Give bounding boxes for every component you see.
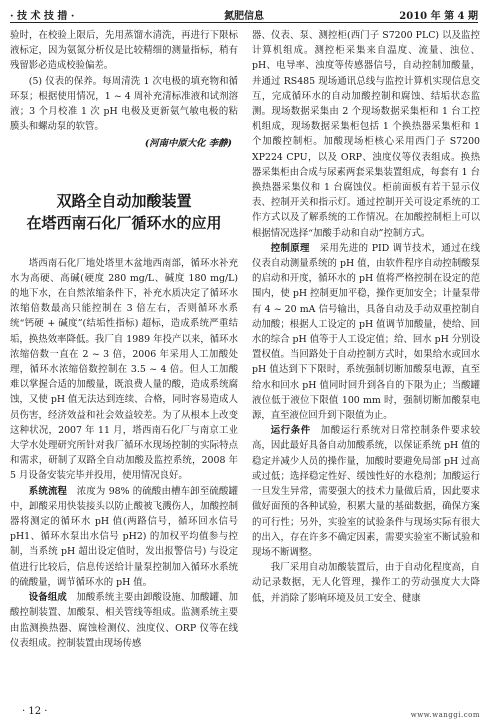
section-heading: 控制原理: [270, 242, 310, 254]
section-heading: 系统流程: [28, 485, 68, 497]
section-label: · 技 术 技 措 ·: [10, 11, 75, 22]
paragraph: (5) 仪表的保养。每周清洗 1 次电极的填充物和循环泵；根据使用情况，1 ~ 4 周补充清标准液和试剂溶液；3 个月校准 1 次 pH 电极及更新氨气敏电极的粘膜头和螺动泵的软管。: [10, 75, 238, 133]
paragraph: [252, 423, 480, 560]
paragraph-text: 浓度为 98% 的硫酸由槽车卸至硫酸罐中，卸酸采用快装接头以防止酸被飞溅伤人，加酸控制器将测定的循环水 pH 值(两路信号，循环回水信号 pH1、循环水泵出水信号 pH2) 的加权平均值参与控制，当系统 pH 超出设定值时，发出报警信号) 与设定值进行比较后，信息传送给计量泵控制加入循环水系统的硫酸量，调节循环水的 pH 值。: [10, 485, 238, 588]
paragraph: 我厂采用自动加酸装置后，由于自动化程度高，自动记录数据，无人化管理，操作工的劳动强度大大降低，并消除了影响环境及员工安全、健康: [252, 562, 480, 604]
left-column: [10, 28, 238, 651]
right-column: [252, 28, 480, 606]
paragraph: [252, 241, 480, 423]
paragraph-text: 加酸系统主要由卸酸设施、加酸罐、加酸控制装置、加酸泵、相关管线等组成。监测系统主要由监测换热器、腐蚀检测仪、浊度仪、ORP 仪等在线仪表组成。控制装置由现场传感: [10, 592, 238, 649]
article-title-line2: 在塔西南石化厂循环水的应用: [26, 213, 222, 232]
paragraph: [10, 484, 238, 590]
paragraph: [10, 590, 238, 651]
paragraph-text: 采用先进的 PID 调节技术，通过在线仪表自动测量系统的 pH 值，由软件程序自动控制酸泵的启动和开度，循环水的 pH 值将严格控制在设定的范围内，使 pH 控制更加平稳，操作更加安全；计量泵带有 4 ~ 20 mA 信号输出，具备自动及手动双重控制自动加酸；根据人工设定的 pH 值调节加酸量，使给、回水的综合 pH 值等于人工设定值；给、回水 pH 分别设置权值。当回路处于自动控制方式时，如果给水或回水 pH 值达到下下限时，系统强制切断加酸泵电源，直至给水和回水 pH 值同时回升到各自的下限为止；当酸罐液位低于液位下限值 100 mm 时，强制切断加酸泵电源，直至液位回升到下限值为止。: [252, 242, 480, 422]
issue-label: 2010 年 第 4 期: [399, 11, 478, 22]
journal-name: 氮肥信息: [224, 11, 264, 22]
page-header: [10, 4, 478, 23]
paragraph: 塔西南石化厂地处塔里木盆地西南部，循环水补充水为高硬、高碱(硬度 280 mg/L、碱度 180 mg/L) 的地下水，在自然浓缩条件下，补充水质决定了循环水浓缩倍数最高只能控制在 3 倍左右，否则循环水系统“钙硬 + 碱度”(结垢性指标) 超标，造成系统严重结垢，换热效率降低。我厂自 1989 年投产以来，循环水浓缩倍数一直在 2 ~ 3 倍，2006 年采用人工加酸处理，循环水浓缩倍数控制在 3.5 ~ 4 倍。但人工加酸难以掌握合适的加酸量，既浪费人量的酸，造成系统腐蚀，又使 pH 值无法达到连续、合格，同时容易造成人员伤害，经济效益和社会效益较差。为了从根本上改变这种状况，2007 年 11 月，塔西南石化厂与南京工业大学水处理研究所针对我厂循环水现场控制的实际特点和需求，研制了双路全自动加酸及监控系统，2008 年 5 月设备安装完毕并投用，使用情况良好。: [10, 257, 238, 482]
paragraph: 器、仪表、泵、测控柜(西门子 S7200 PLC) 以及监控计算机组成。测控柜采集来自温度、流量、浊位、pH、电导率、浊度等传感器信号，自动控制加酸量，并通过 RS485 现场通讯总线与监控计算机实现信息交互，完成循环水的自动加酸控制和腐蚀、结垢状态监测。现场数据采集由 2 个现场数据采集柜和 1 台工控机组成，现场数据采集柜包括 1 个换热器采集柜和 1 个加酸控制柜。加酸现场柜核心采用西门子 S7200 XP224 CPU，以及 ORP、浊度仪等仪表组成。换热器采集柜由合成与尿素两套采集装置组成，每套有 1 台换热器采集仪和 1 台腐蚀仪。柜前面板有若干显示仪表、控制开关和指示灯。通过控制开关可设定系统的工作方式以及了解系统的工作情况。在加酸控制柜上可以根据情况选择“加酸手动和自动”控制方式。: [252, 30, 480, 239]
author-signature: (河南中原大化 李静): [144, 138, 232, 150]
paragraph: 验时，在校验上限后，先用蒸馏水清洗，再进行下限标液标定，因为氨氮分析仪是比较精细的测量指标，稍有残留影必造成校验偏差。: [10, 30, 238, 72]
article-title-line1: 双路全自动加酸装置: [56, 191, 192, 210]
page-number: · 12 ·: [22, 706, 48, 717]
paragraph-text: 加酸运行系统对日常控制条件要求较高，因此最好具备自动加酸系统，以保证系统 pH 值的稳定并减少人员的操作量，加酸时要避免局部 pH 过高或过低；选择稳定性好、缓蚀性好的水稳剂；加酸运行一旦发生异常，需要强大的技术力量做后盾，因此要求做好面预的各种试验，积累大量的基础数据，确保方案的可行性；另外，实验室的试验条件与现场实际有很大的出入，存在许多不确定因素，需要实验室不断试验和现场不断调整。: [252, 425, 480, 558]
section-heading: 设备组成: [28, 592, 67, 604]
article-title: [10, 190, 238, 234]
watermark-url: www.wanggi.com: [410, 711, 480, 719]
section-heading: 运行条件: [270, 425, 311, 437]
